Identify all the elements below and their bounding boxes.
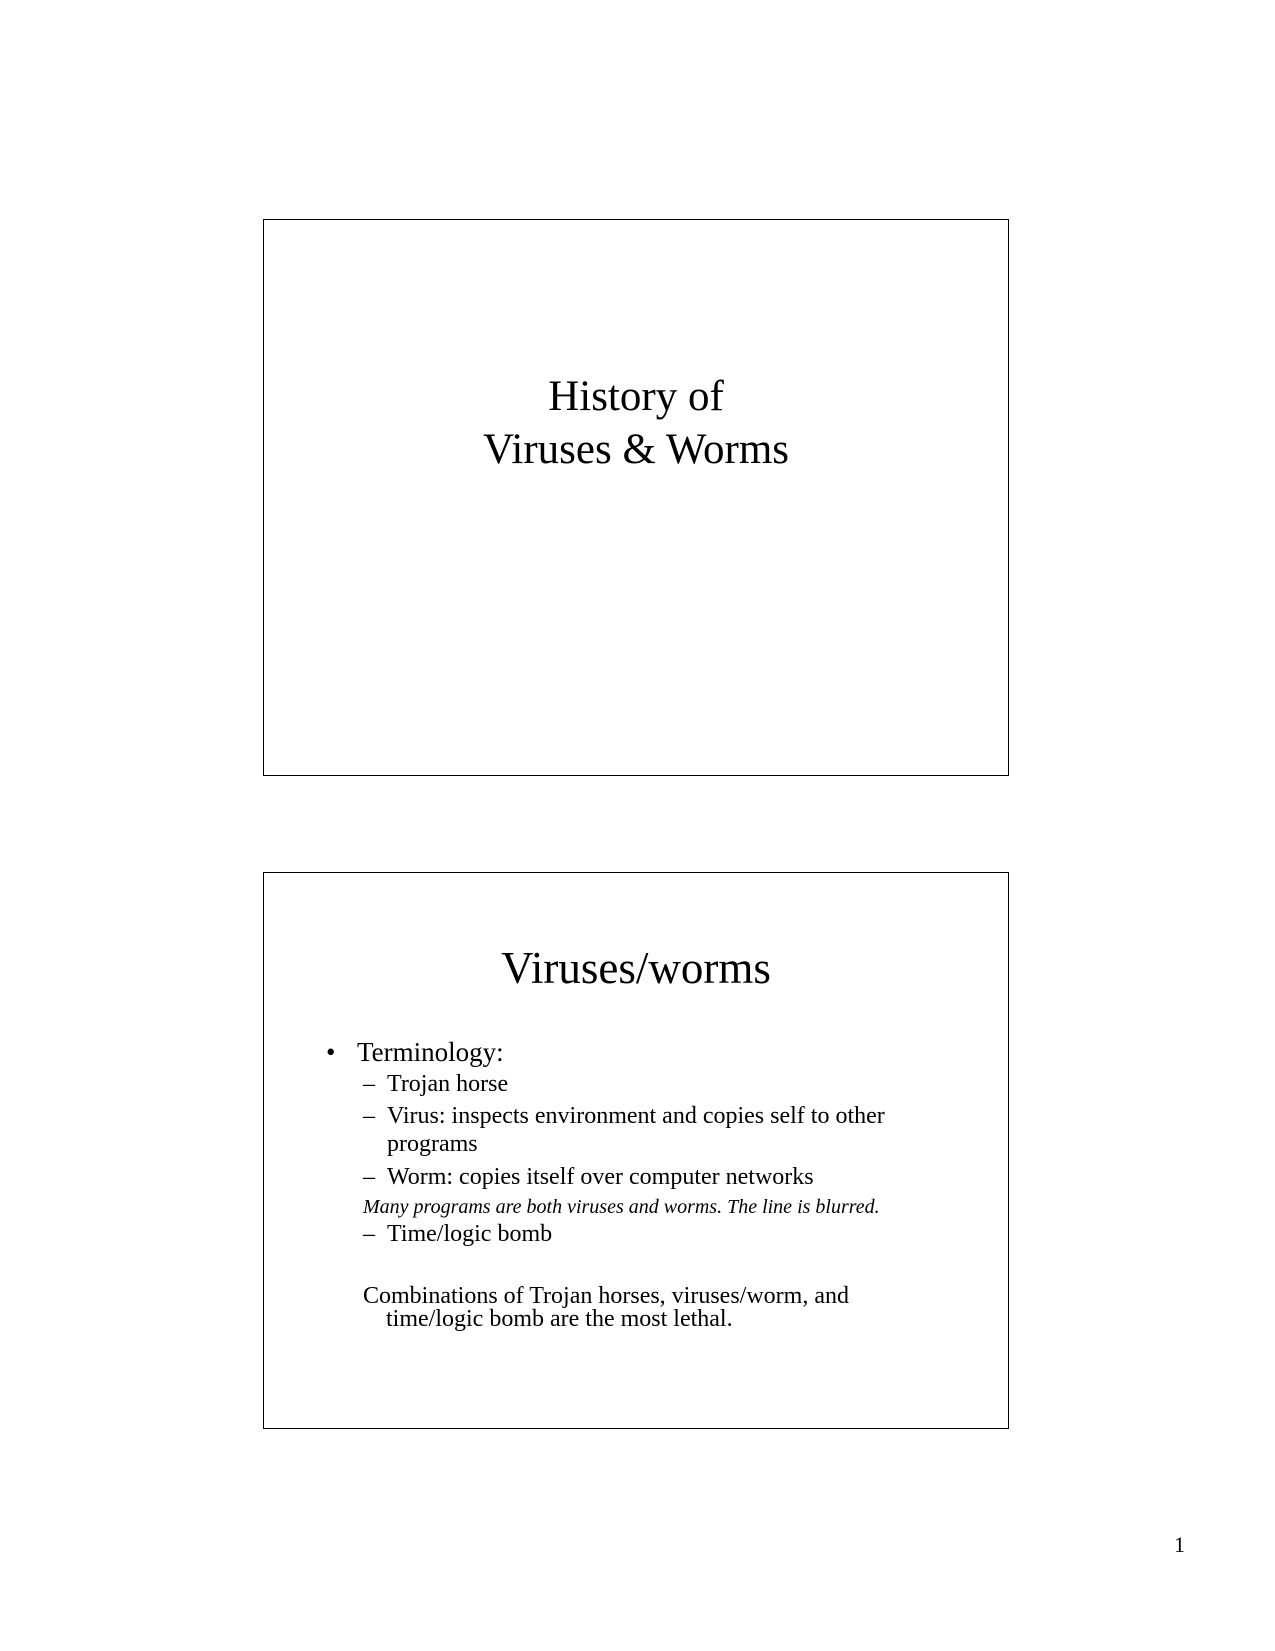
sub-item-time-logic-bomb: Time/logic bomb bbox=[387, 1221, 553, 1247]
slide-1 bbox=[263, 219, 1009, 776]
slide-title-line-2: Viruses & Worms bbox=[482, 426, 790, 473]
bullet-label: Terminology: bbox=[357, 1037, 504, 1067]
dash-icon: – bbox=[363, 1164, 375, 1190]
conclusion-line-1: Combinations of Trojan horses, viruses/worm, and bbox=[363, 1283, 849, 1309]
slide-title: Viruses/worms bbox=[501, 943, 771, 993]
slide-2 bbox=[263, 872, 1009, 1429]
bullet-icon: • bbox=[326, 1037, 336, 1067]
dash-icon: – bbox=[363, 1071, 375, 1097]
dash-icon: – bbox=[363, 1103, 375, 1129]
sub-item-virus-line-2: programs bbox=[387, 1131, 478, 1157]
sub-item-trojan-horse: Trojan horse bbox=[387, 1071, 509, 1097]
slide-title-line-1: History of bbox=[548, 373, 724, 420]
italic-note: Many programs are both viruses and worms. The line is blurred. bbox=[363, 1196, 880, 1218]
conclusion-line-2: time/logic bomb are the most lethal. bbox=[386, 1306, 733, 1332]
dash-icon: – bbox=[363, 1221, 375, 1247]
sub-item-virus-line-1: Virus: inspects environment and copies self to other bbox=[387, 1103, 885, 1129]
sub-item-worm: Worm: copies itself over computer networks bbox=[387, 1164, 814, 1190]
page-number: 1 bbox=[1174, 1532, 1185, 1557]
